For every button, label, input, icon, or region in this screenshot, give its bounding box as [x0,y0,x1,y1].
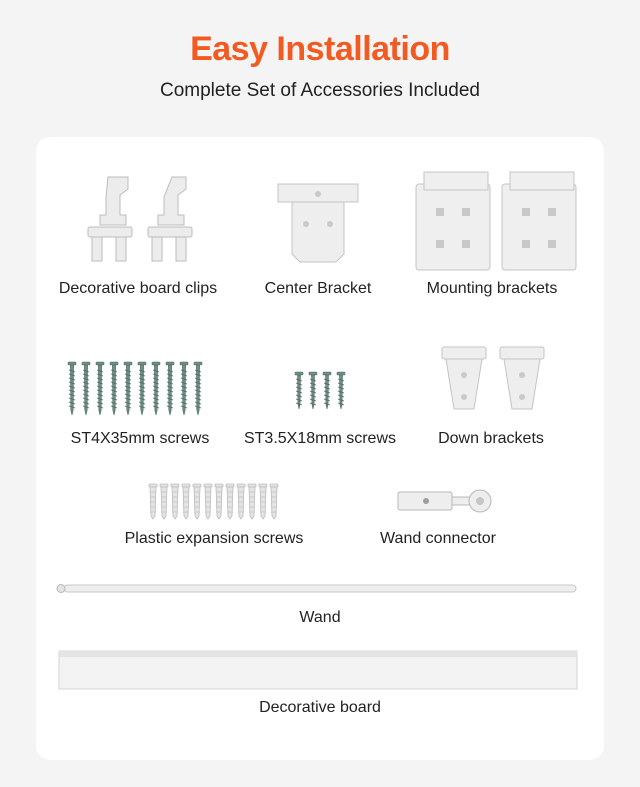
label-plastic-expansion-screws: Plastic expansion screws [124,530,304,547]
page-title: Easy Installation [190,30,450,68]
mounting-bracket-icon [414,170,578,272]
decorative-board-icon [58,650,578,692]
label-mounting-brackets: Mounting brackets [426,280,558,297]
label-st4x35mm-screws: ST4X35mm screws [70,430,210,447]
label-st35x18mm-screws: ST3.5X18mm screws [243,430,397,447]
board-clip-icon [80,175,190,270]
label-wand-connector: Wand connector [380,530,496,547]
label-down-brackets: Down brackets [438,430,544,447]
wand-icon [56,582,578,596]
label-decorative-board: Decorative board [259,699,381,716]
page-subtitle: Complete Set of Accessories Included [159,80,480,101]
long-screw-icon [66,362,216,416]
label-decorative-board-clips: Decorative board clips [58,280,218,297]
center-bracket-icon [276,180,360,264]
label-center-bracket: Center Bracket [264,280,372,297]
down-bracket-icon [440,345,548,417]
wall-anchor-icon [148,484,282,520]
short-screw-icon [292,372,348,410]
wand-connector-icon [396,486,496,516]
label-wand: Wand [299,609,341,626]
